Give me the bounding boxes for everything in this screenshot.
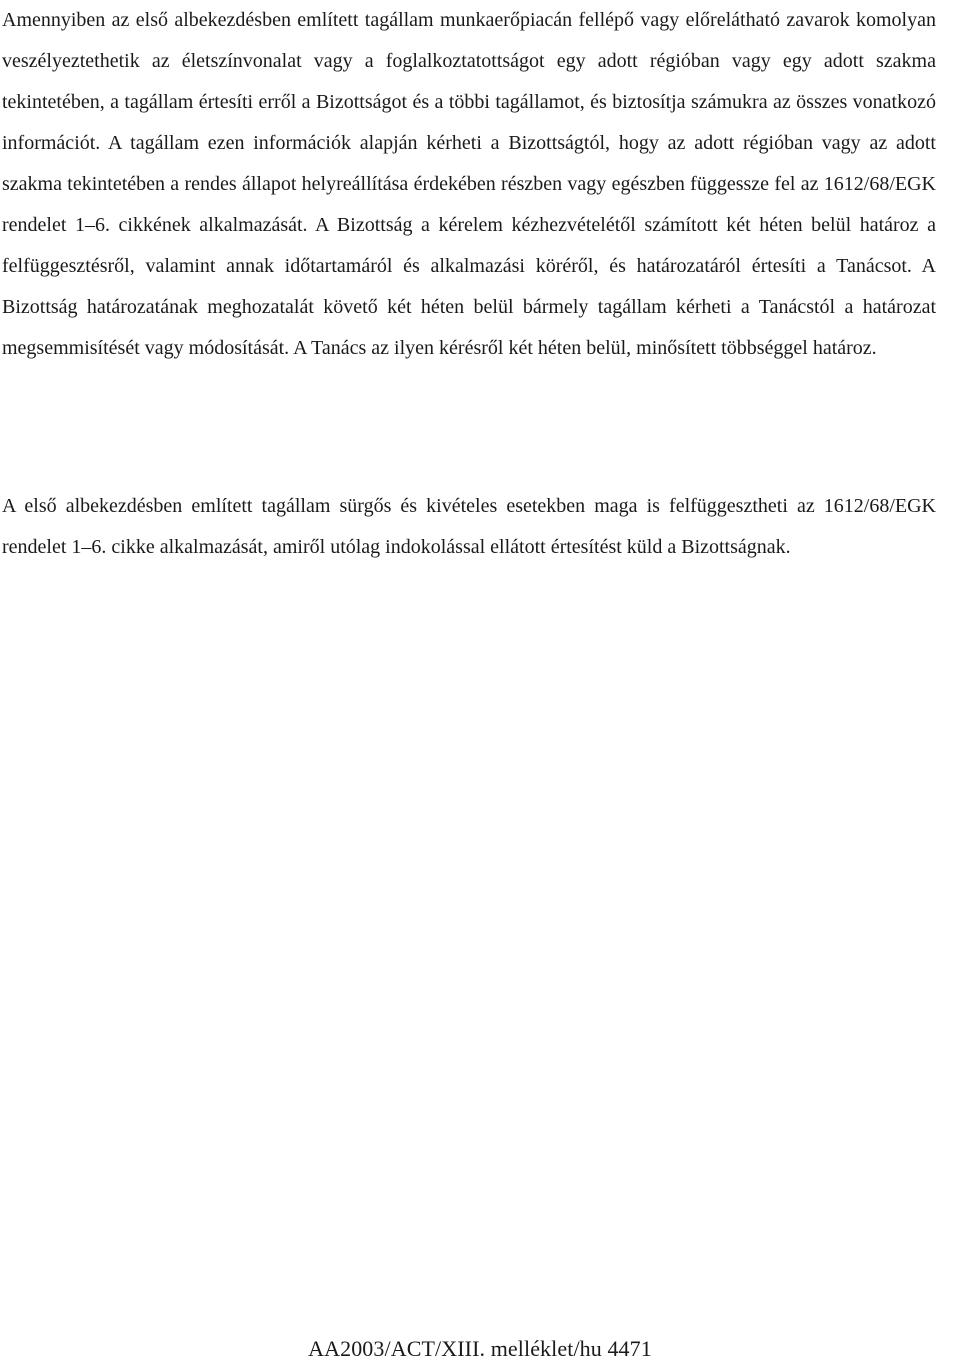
paragraph-1: Amennyiben az első albekezdésben említett tagállam munkaerőpiacán fellépő vagy előrelátható zavarok komolyan veszélyeztethetik az életszínvonalat vagy a foglalkoztatottságot egy adott régióban vagy egy adott szakma tekintetében, a tagállam értesíti erről a Bizottságot és a többi tagállamot, és biztosítja számukra az összes vonatkozó információt. A tagállam ezen információk alapján kérheti a Bizottságtól, hogy az adott régióban vagy az adott szakma tekintetében a rendes állapot helyreállítása érdekében részben vagy egészben függessze fel az 1612/68/EGK rendelet 1–6. cikkének alkalmazását. A Bizottság a kérelem kézhezvételétől számított két héten belül határoz a felfüggesztésről, valamint annak időtartamáról és alkalmazási köréről, és határozatáról értesíti a Tanácsot. A Bizottság határozatának meghozatalát követő két héten belül bármely tagállam kérheti a Tanácstól a határozat megsemmisítését vagy módosítását. A Tanács az ilyen kérésről két héten belül, minősített többséggel határoz. (2, 9, 936, 359)
paragraph-2: A első albekezdésben említett tagállam sürgős és kivételes esetekben maga is felfüggesztheti az 1612/68/EGK rendelet 1–6. cikke alkalmazását, amiről utólag indokolással ellátott értesítést küld a Bizottságnak. (2, 495, 936, 558)
page-footer: AA2003/ACT/XIII. melléklet/hu 4471 (308, 1336, 652, 1361)
